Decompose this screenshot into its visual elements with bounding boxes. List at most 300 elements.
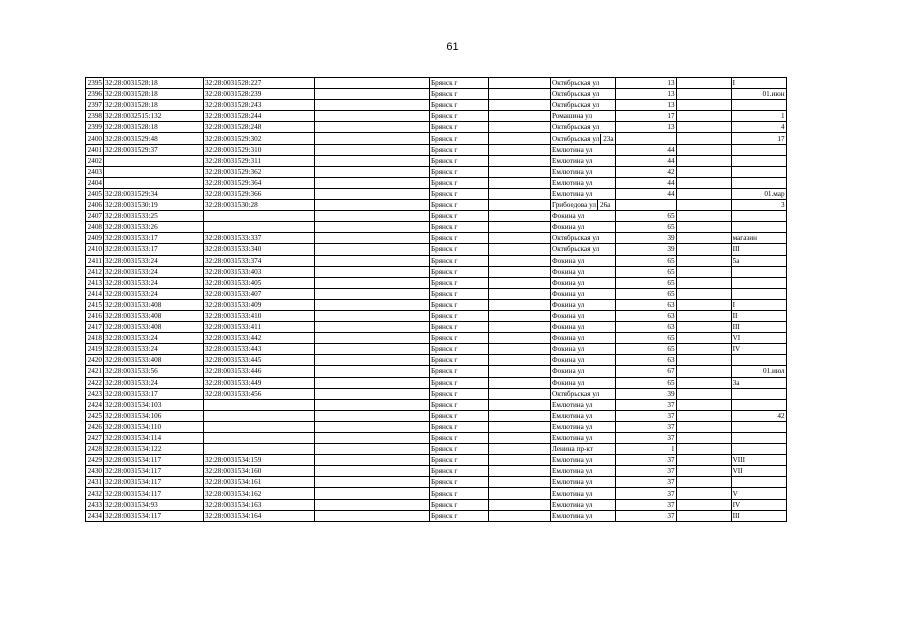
- table-row: [86, 299, 787, 310]
- table-body: [86, 78, 787, 522]
- street-cell: Емлютина ул: [551, 499, 616, 510]
- building-number-cell: 32:28:0031529:364: [204, 177, 315, 188]
- note-cell: VII: [731, 466, 786, 477]
- empty-cell: [315, 455, 430, 466]
- empty-cell: [489, 333, 551, 344]
- table-row: [86, 133, 787, 144]
- table-row: [86, 310, 787, 321]
- city-cell: Брянск г: [430, 255, 489, 266]
- row-number-cell: 2434: [86, 510, 104, 521]
- empty-cell: [676, 466, 731, 477]
- empty-cell: [489, 200, 551, 211]
- empty-cell: [315, 322, 430, 333]
- empty-cell: [489, 144, 551, 155]
- city-cell: Брянск г: [430, 310, 489, 321]
- parcel-number-cell: [104, 177, 204, 188]
- empty-cell: [315, 466, 430, 477]
- street-cell: Октябрьская ул: [551, 100, 616, 111]
- empty-cell: [315, 444, 430, 455]
- row-number-cell: 2415: [86, 299, 104, 310]
- empty-cell: [676, 388, 731, 399]
- note-cell: 01.мар: [731, 188, 786, 199]
- empty-cell: [489, 266, 551, 277]
- building-number-cell: 32:28:0031533:445: [204, 355, 315, 366]
- street-cell: Емлютина ул: [551, 399, 616, 410]
- building-number-cell: [204, 222, 315, 233]
- note-cell: 1: [731, 111, 786, 122]
- street-cell: Фокина ул: [551, 377, 616, 388]
- city-cell: Брянск г: [430, 399, 489, 410]
- parcel-number-cell: 32:28:0031533:408: [104, 355, 204, 366]
- house-number-cell: 44: [615, 144, 676, 155]
- empty-cell: [315, 111, 430, 122]
- table-row: [86, 177, 787, 188]
- parcel-number-cell: 32:28:0031533:24: [104, 255, 204, 266]
- house-number-cell: 65: [615, 333, 676, 344]
- note-cell: III: [731, 322, 786, 333]
- empty-cell: [489, 488, 551, 499]
- city-cell: Брянск г: [430, 222, 489, 233]
- note-cell: 01.июл: [731, 366, 786, 377]
- house-number-cell: 1: [615, 444, 676, 455]
- street-cell: Октябрьская ул: [551, 244, 616, 255]
- empty-cell: [315, 421, 430, 432]
- parcel-number-cell: 32:28:0031534:93: [104, 499, 204, 510]
- empty-cell: [315, 222, 430, 233]
- note-cell: [731, 266, 786, 277]
- house-number-cell: 44: [615, 155, 676, 166]
- city-cell: Брянск г: [430, 144, 489, 155]
- building-number-cell: [204, 410, 315, 421]
- registry-table: [85, 77, 787, 522]
- empty-cell: [676, 244, 731, 255]
- building-number-cell: [204, 444, 315, 455]
- row-number-cell: 2401: [86, 144, 104, 155]
- note-cell: III: [731, 244, 786, 255]
- empty-cell: [315, 266, 430, 277]
- empty-cell: [315, 488, 430, 499]
- table-row: [86, 222, 787, 233]
- parcel-number-cell: 32:28:0031529:48: [104, 133, 204, 144]
- street-cell: Емлютина ул: [551, 155, 616, 166]
- street-cell: Ромашина ул: [551, 111, 616, 122]
- empty-cell: [315, 155, 430, 166]
- building-number-cell: 32:28:0031534:159: [204, 455, 315, 466]
- building-number-cell: 32:28:0031529:310: [204, 144, 315, 155]
- table-row: [86, 277, 787, 288]
- house-number-cell: 37: [615, 399, 676, 410]
- house-number-cell: 63: [615, 299, 676, 310]
- note-cell: 4: [731, 122, 786, 133]
- empty-cell: [489, 100, 551, 111]
- street-separator: [600, 134, 613, 144]
- city-cell: Брянск г: [430, 455, 489, 466]
- table-row: [86, 266, 787, 277]
- empty-cell: [676, 510, 731, 521]
- parcel-number-cell: 32:28:0031533:408: [104, 310, 204, 321]
- house-number-cell: 37: [615, 466, 676, 477]
- table-row: [86, 89, 787, 100]
- note-cell: [731, 477, 786, 488]
- building-number-cell: 32:28:0031528:244: [204, 111, 315, 122]
- city-cell: Брянск г: [430, 344, 489, 355]
- note-cell: I: [731, 299, 786, 310]
- empty-cell: [489, 322, 551, 333]
- house-number-cell: 63: [615, 355, 676, 366]
- building-number-cell: 32:28:0031528:248: [204, 122, 315, 133]
- parcel-number-cell: 32:28:0031534:114: [104, 433, 204, 444]
- empty-cell: [676, 200, 731, 211]
- street-cell: Емлютина ул: [551, 477, 616, 488]
- page-number: 61: [446, 41, 459, 53]
- empty-cell: [489, 310, 551, 321]
- city-cell: Брянск г: [430, 244, 489, 255]
- row-number-cell: 2404: [86, 177, 104, 188]
- table-row: [86, 433, 787, 444]
- note-cell: 01.июн: [731, 89, 786, 100]
- empty-cell: [676, 355, 731, 366]
- empty-cell: [315, 122, 430, 133]
- city-cell: Брянск г: [430, 477, 489, 488]
- row-number-cell: 2407: [86, 211, 104, 222]
- building-number-cell: 32:28:0031533:442: [204, 333, 315, 344]
- note-cell: [731, 444, 786, 455]
- table-row: [86, 366, 787, 377]
- note-cell: V: [731, 488, 786, 499]
- empty-cell: [315, 244, 430, 255]
- street-cell: Фокина ул: [551, 211, 616, 222]
- note-cell: 3a: [731, 377, 786, 388]
- table-row: [86, 322, 787, 333]
- note-cell: [731, 433, 786, 444]
- street-cell: Емлютина ул: [551, 177, 616, 188]
- table-row: [86, 377, 787, 388]
- parcel-number-cell: 32:28:0031533:408: [104, 299, 204, 310]
- note-cell: [731, 421, 786, 432]
- building-number-cell: 32:28:0031533:374: [204, 255, 315, 266]
- note-cell: 5a: [731, 255, 786, 266]
- table-row: [86, 100, 787, 111]
- row-number-cell: 2416: [86, 310, 104, 321]
- parcel-number-cell: 32:28:0031534:122: [104, 444, 204, 455]
- city-cell: Брянск г: [430, 288, 489, 299]
- empty-cell: [315, 166, 430, 177]
- building-number-cell: 32:28:0031533:456: [204, 388, 315, 399]
- row-number-cell: 2406: [86, 200, 104, 211]
- row-number-cell: 2413: [86, 277, 104, 288]
- street-cell: Фокина ул: [551, 333, 616, 344]
- empty-cell: [489, 355, 551, 366]
- empty-cell: [676, 233, 731, 244]
- house-suffix: 23а: [603, 134, 614, 143]
- empty-cell: [489, 133, 551, 144]
- parcel-number-cell: 32:28:0031534:103: [104, 399, 204, 410]
- parcel-number-cell: [104, 155, 204, 166]
- row-number-cell: 2409: [86, 233, 104, 244]
- row-number-cell: 2417: [86, 322, 104, 333]
- street-cell: Фокина ул: [551, 366, 616, 377]
- empty-cell: [676, 444, 731, 455]
- table-row: [86, 355, 787, 366]
- empty-cell: [489, 222, 551, 233]
- house-number-cell: 17: [615, 111, 676, 122]
- building-number-cell: 32:28:0031533:403: [204, 266, 315, 277]
- building-number-cell: [204, 211, 315, 222]
- building-number-cell: 32:28:0031533:411: [204, 322, 315, 333]
- house-number-cell: 65: [615, 266, 676, 277]
- row-number-cell: 2398: [86, 111, 104, 122]
- table-row: [86, 244, 787, 255]
- house-number-cell: [615, 133, 676, 144]
- note-cell: магазин: [731, 233, 786, 244]
- row-number-cell: 2397: [86, 100, 104, 111]
- street-cell: Октябрьская ул: [551, 122, 616, 133]
- empty-cell: [315, 477, 430, 488]
- row-number-cell: 2432: [86, 488, 104, 499]
- building-number-cell: 32:28:0031533:405: [204, 277, 315, 288]
- empty-cell: [676, 144, 731, 155]
- table-row: [86, 444, 787, 455]
- note-cell: [731, 388, 786, 399]
- empty-cell: [676, 455, 731, 466]
- table-row: [86, 488, 787, 499]
- city-cell: Брянск г: [430, 333, 489, 344]
- city-cell: Брянск г: [430, 188, 489, 199]
- city-cell: Брянск г: [430, 510, 489, 521]
- street-cell: Емлютина ул: [551, 421, 616, 432]
- empty-cell: [676, 310, 731, 321]
- empty-cell: [676, 410, 731, 421]
- building-number-cell: 32:28:0031534:162: [204, 488, 315, 499]
- empty-cell: [489, 399, 551, 410]
- building-number-cell: [204, 421, 315, 432]
- building-number-cell: 32:28:0031528:227: [204, 78, 315, 89]
- house-number-cell: 39: [615, 388, 676, 399]
- parcel-number-cell: 32:28:0031533:26: [104, 222, 204, 233]
- empty-cell: [315, 277, 430, 288]
- parcel-number-cell: 32:28:0031534:110: [104, 421, 204, 432]
- empty-cell: [676, 288, 731, 299]
- parcel-number-cell: 32:28:0031533:17: [104, 388, 204, 399]
- building-number-cell: 32:28:0031528:243: [204, 100, 315, 111]
- table-row: [86, 455, 787, 466]
- row-number-cell: 2402: [86, 155, 104, 166]
- empty-cell: [676, 166, 731, 177]
- row-number-cell: 2396: [86, 89, 104, 100]
- street-name: Грибоедова ул: [552, 201, 596, 210]
- house-number-cell: 39: [615, 233, 676, 244]
- empty-cell: [676, 100, 731, 111]
- empty-cell: [489, 444, 551, 455]
- house-number-cell: 65: [615, 377, 676, 388]
- empty-cell: [676, 78, 731, 89]
- parcel-number-cell: [104, 166, 204, 177]
- city-cell: Брянск г: [430, 433, 489, 444]
- empty-cell: [676, 211, 731, 222]
- empty-cell: [676, 277, 731, 288]
- street-cell: Октябрьская ул: [551, 78, 616, 89]
- row-number-cell: 2428: [86, 444, 104, 455]
- parcel-number-cell: 32:28:0031530:19: [104, 200, 204, 211]
- empty-cell: [676, 266, 731, 277]
- city-cell: Брянск г: [430, 421, 489, 432]
- house-number-cell: 13: [615, 122, 676, 133]
- empty-cell: [315, 200, 430, 211]
- street-cell: Фокина ул: [551, 299, 616, 310]
- street-cell: Фокина ул: [551, 266, 616, 277]
- empty-cell: [676, 322, 731, 333]
- building-number-cell: 32:28:0031533:407: [204, 288, 315, 299]
- note-cell: I: [731, 78, 786, 89]
- street-cell: [551, 200, 616, 211]
- street-cell: Октябрьская ул: [551, 388, 616, 399]
- row-number-cell: 2430: [86, 466, 104, 477]
- empty-cell: [315, 89, 430, 100]
- street-cell: Емлютина ул: [551, 488, 616, 499]
- city-cell: Брянск г: [430, 78, 489, 89]
- note-cell: IV: [731, 499, 786, 510]
- note-cell: VIII: [731, 455, 786, 466]
- house-number-cell: 63: [615, 322, 676, 333]
- empty-cell: [489, 155, 551, 166]
- city-cell: Брянск г: [430, 211, 489, 222]
- row-number-cell: 2429: [86, 455, 104, 466]
- note-cell: [731, 277, 786, 288]
- empty-cell: [489, 89, 551, 100]
- city-cell: Брянск г: [430, 499, 489, 510]
- city-cell: Брянск г: [430, 266, 489, 277]
- empty-cell: [315, 499, 430, 510]
- house-number-cell: 63: [615, 310, 676, 321]
- street-cell: Фокина ул: [551, 355, 616, 366]
- row-number-cell: 2405: [86, 188, 104, 199]
- street-cell: Емлютина ул: [551, 166, 616, 177]
- parcel-number-cell: 32:28:0031533:24: [104, 266, 204, 277]
- house-number-cell: 65: [615, 344, 676, 355]
- empty-cell: [315, 188, 430, 199]
- note-cell: [731, 399, 786, 410]
- empty-cell: [676, 488, 731, 499]
- empty-cell: [676, 366, 731, 377]
- table-row: [86, 466, 787, 477]
- city-cell: Брянск г: [430, 89, 489, 100]
- city-cell: Брянск г: [430, 100, 489, 111]
- parcel-number-cell: 32:28:0031528:18: [104, 122, 204, 133]
- empty-cell: [676, 222, 731, 233]
- street-cell: Фокина ул: [551, 288, 616, 299]
- table-row: [86, 188, 787, 199]
- empty-cell: [489, 433, 551, 444]
- row-number-cell: 2412: [86, 266, 104, 277]
- empty-cell: [489, 455, 551, 466]
- table-row: [86, 255, 787, 266]
- parcel-number-cell: 32:28:0031533:24: [104, 377, 204, 388]
- street-cell: Емлютина ул: [551, 410, 616, 421]
- empty-cell: [315, 144, 430, 155]
- street-cell: Фокина ул: [551, 277, 616, 288]
- city-cell: Брянск г: [430, 444, 489, 455]
- street-cell: Фокина ул: [551, 322, 616, 333]
- empty-cell: [676, 255, 731, 266]
- building-number-cell: 32:28:0031534:160: [204, 466, 315, 477]
- parcel-number-cell: 32:28:0031533:17: [104, 233, 204, 244]
- city-cell: Брянск г: [430, 122, 489, 133]
- empty-cell: [315, 133, 430, 144]
- note-cell: [731, 177, 786, 188]
- empty-cell: [676, 122, 731, 133]
- building-number-cell: 32:28:0031533:337: [204, 233, 315, 244]
- building-number-cell: 32:28:0031533:443: [204, 344, 315, 355]
- table-row: [86, 155, 787, 166]
- house-number-cell: 13: [615, 100, 676, 111]
- city-cell: Брянск г: [430, 388, 489, 399]
- parcel-number-cell: 32:28:0031528:18: [104, 78, 204, 89]
- note-cell: II: [731, 310, 786, 321]
- street-cell: Фокина ул: [551, 310, 616, 321]
- parcel-number-cell: 32:28:0031529:37: [104, 144, 204, 155]
- row-number-cell: 2423: [86, 388, 104, 399]
- table-row: [86, 78, 787, 89]
- building-number-cell: 32:28:0031529:311: [204, 155, 315, 166]
- empty-cell: [489, 244, 551, 255]
- empty-cell: [676, 155, 731, 166]
- city-cell: Брянск г: [430, 322, 489, 333]
- empty-cell: [676, 344, 731, 355]
- street-cell: [551, 133, 616, 144]
- street-cell: Ленина пр-кт: [551, 444, 616, 455]
- empty-cell: [676, 188, 731, 199]
- house-number-cell: 65: [615, 255, 676, 266]
- parcel-number-cell: 32:28:0031533:24: [104, 333, 204, 344]
- parcel-number-cell: 32:28:0031533:24: [104, 288, 204, 299]
- house-number-cell: 44: [615, 188, 676, 199]
- empty-cell: [489, 188, 551, 199]
- note-cell: 17: [731, 133, 786, 144]
- note-cell: 42: [731, 410, 786, 421]
- empty-cell: [676, 399, 731, 410]
- empty-cell: [489, 510, 551, 521]
- row-number-cell: 2420: [86, 355, 104, 366]
- city-cell: Брянск г: [430, 177, 489, 188]
- parcel-number-cell: 32:28:0031533:408: [104, 322, 204, 333]
- city-cell: Брянск г: [430, 466, 489, 477]
- empty-cell: [676, 333, 731, 344]
- building-number-cell: 32:28:0031529:362: [204, 166, 315, 177]
- house-number-cell: 37: [615, 455, 676, 466]
- house-number-cell: 37: [615, 433, 676, 444]
- building-number-cell: 32:28:0031529:366: [204, 188, 315, 199]
- table-row: [86, 499, 787, 510]
- empty-cell: [489, 477, 551, 488]
- parcel-number-cell: 32:28:0031528:18: [104, 100, 204, 111]
- table-row: [86, 410, 787, 421]
- city-cell: Брянск г: [430, 377, 489, 388]
- empty-cell: [676, 433, 731, 444]
- table-row: [86, 421, 787, 432]
- city-cell: Брянск г: [430, 299, 489, 310]
- street-cell: Емлютина ул: [551, 433, 616, 444]
- empty-cell: [315, 333, 430, 344]
- parcel-number-cell: 32:28:0031533:17: [104, 244, 204, 255]
- table-row: [86, 200, 787, 211]
- building-number-cell: 32:28:0031530:28: [204, 200, 315, 211]
- empty-cell: [489, 410, 551, 421]
- house-number-cell: 65: [615, 211, 676, 222]
- note-cell: III: [731, 510, 786, 521]
- building-number-cell: 32:28:0031534:163: [204, 499, 315, 510]
- empty-cell: [676, 177, 731, 188]
- empty-cell: [489, 177, 551, 188]
